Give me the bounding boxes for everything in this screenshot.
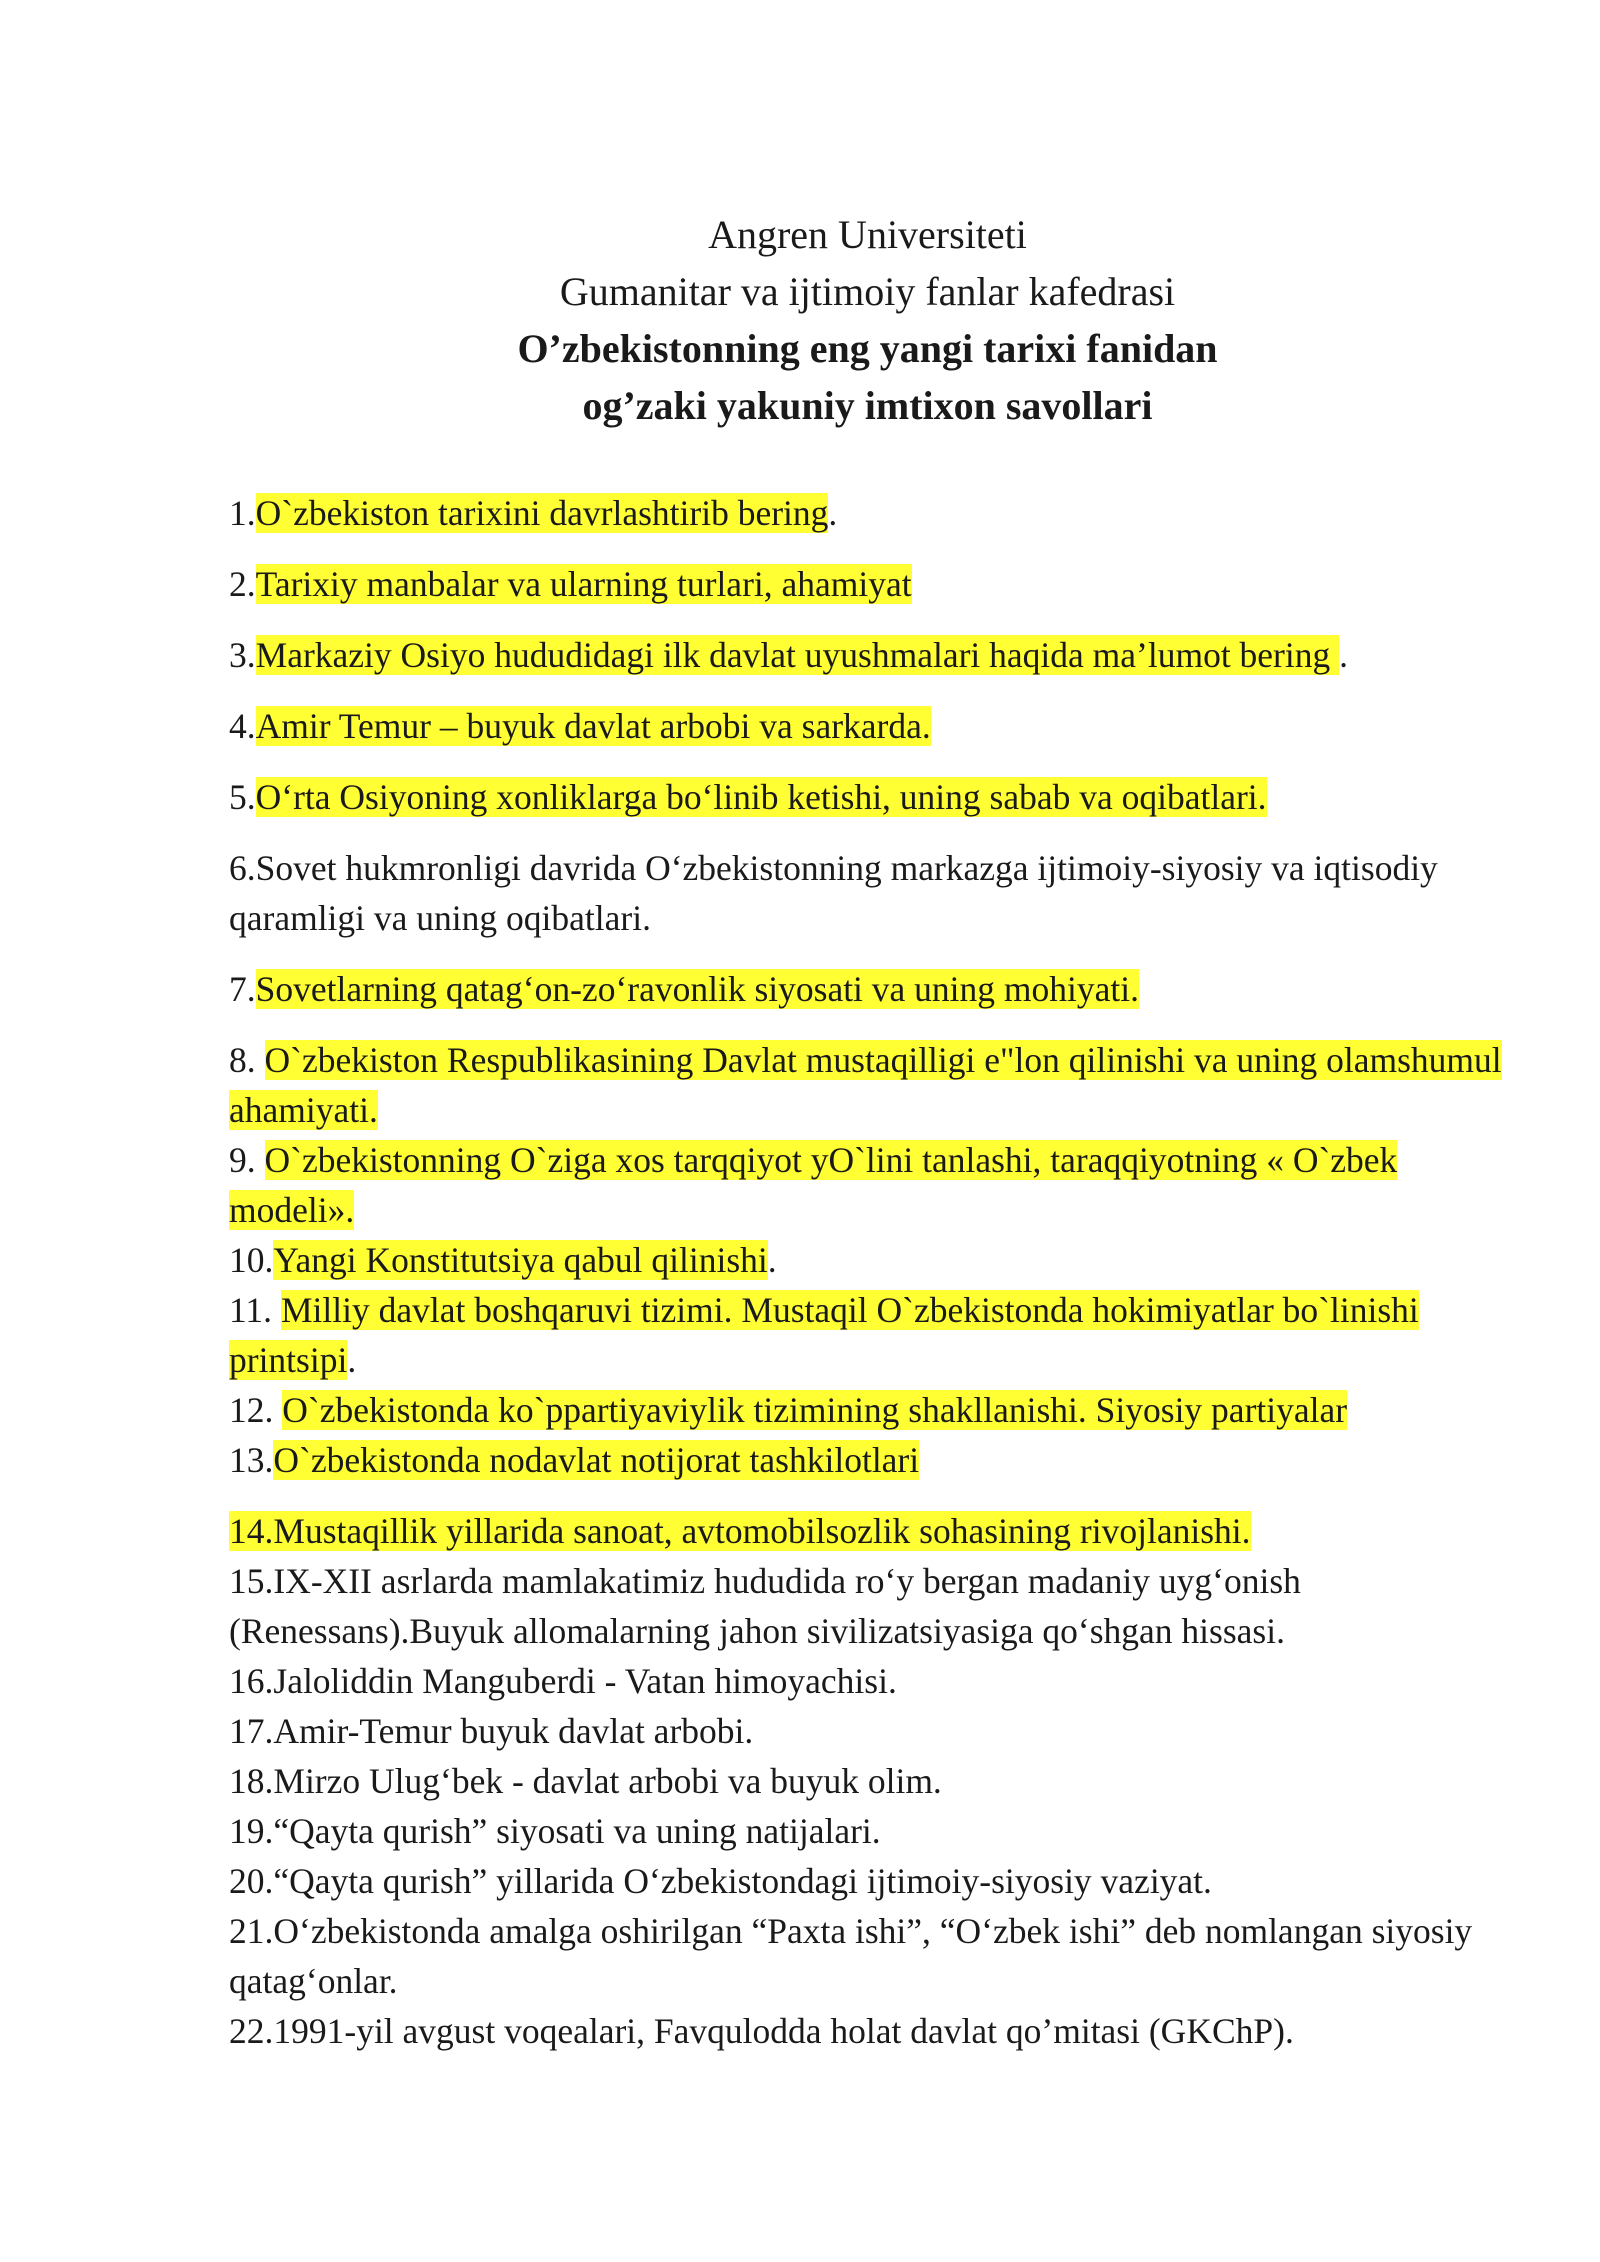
question-number: 9. bbox=[229, 1140, 265, 1180]
question-text: Amir-Temur buyuk davlat arbobi. bbox=[273, 1711, 754, 1751]
question-number: 7. bbox=[229, 969, 256, 1009]
question-highlighted-text: Sovetlarning qatag‘on-zo‘ravonlik siyosati va uning mohiyati. bbox=[255, 969, 1139, 1009]
question-number: 19. bbox=[229, 1811, 274, 1851]
question-item bbox=[229, 1706, 1529, 1756]
question-highlighted-text: O‘rta Osiyoning xonliklarga bo‘linib ketishi, uning sabab va oqibatlari. bbox=[255, 777, 1267, 817]
question-item bbox=[229, 1756, 1529, 1806]
university-name: Angren Universiteti bbox=[708, 212, 1027, 257]
question-text: “Qayta qurish” yillarida O‘zbekistondagi ijtimoiy-siyosiy vaziyat. bbox=[273, 1861, 1212, 1901]
document-header bbox=[0, 206, 1600, 434]
question-item bbox=[229, 1556, 1529, 1656]
question-number: 8. bbox=[229, 1040, 265, 1080]
question-highlighted-text: Markaziy Osiyo hududidagi ilk davlat uyushmalari haqida ma’lumot bering bbox=[255, 635, 1340, 675]
question-text: . bbox=[828, 493, 838, 533]
question-item bbox=[229, 1435, 1529, 1485]
question-text: . bbox=[347, 1340, 357, 1380]
question-number: 5. bbox=[229, 777, 256, 817]
question-number: 15. bbox=[229, 1561, 274, 1601]
question-number: 1. bbox=[229, 493, 256, 533]
question-highlighted-text: O`zbekistonning O`ziga xos tarqqiyot yO`lini tanlashi, taraqqiyotning « O`zbek modeli». bbox=[229, 1140, 1398, 1230]
question-item bbox=[229, 843, 1529, 943]
question-highlighted-text: O`zbekiston Respublikasining Davlat mustaqilligi e"lon qilinishi va uning olamshumul ahamiyati. bbox=[229, 1040, 1502, 1130]
question-number: 22. bbox=[229, 2011, 274, 2051]
question-list bbox=[229, 488, 1529, 2056]
question-item bbox=[229, 488, 1529, 538]
question-text: . bbox=[767, 1240, 777, 1280]
question-highlighted-text: O`zbekistonda ko`ppartiyaviylik tizimining shakllanishi. Siyosiy partiyalar bbox=[282, 1390, 1348, 1430]
question-item bbox=[229, 1285, 1529, 1385]
question-number: 20. bbox=[229, 1861, 274, 1901]
question-number: 10. bbox=[229, 1240, 274, 1280]
question-item bbox=[229, 1035, 1529, 1135]
question-text: Sovet hukmronligi davrida O‘zbekistonning markazga ijtimoiy-siyosiy va iqtisodiy qaramligi va uning oqibatlari. bbox=[229, 848, 1438, 938]
question-highlighted-text: Tarixiy manbalar va ularning turlari, ahamiyat bbox=[255, 564, 912, 604]
question-text: Mirzo Ulug‘bek - davlat arbobi va buyuk olim. bbox=[273, 1761, 942, 1801]
question-number: 17. bbox=[229, 1711, 274, 1751]
question-number: 3. bbox=[229, 635, 256, 675]
question-number: 21. bbox=[229, 1911, 274, 1951]
question-highlighted-text: Milliy davlat boshqaruvi tizimi. Mustaqil O`zbekistonda hokimiyatlar bo`linishi printsipi bbox=[229, 1290, 1419, 1380]
question-text: IX-XII asrlarda mamlakatimiz hududida ro‘y bergan madaniy uyg‘onish (Renessans).Buyuk allomalarning jahon sivilizatsiyasiga qo‘shgan hissasi. bbox=[229, 1561, 1301, 1651]
question-text: . bbox=[1339, 635, 1348, 675]
question-item bbox=[229, 1806, 1529, 1856]
question-number: 11. bbox=[229, 1290, 281, 1330]
question-highlighted-text: Amir Temur – buyuk davlat arbobi va sarkarda. bbox=[255, 706, 931, 746]
question-text: “Qayta qurish” siyosati va uning natijalari. bbox=[273, 1811, 881, 1851]
question-number: 6. bbox=[229, 848, 256, 888]
question-item bbox=[229, 1235, 1529, 1285]
question-item bbox=[229, 1506, 1529, 1556]
document-title-line-1: O’zbekistonning eng yangi tarixi fanidan bbox=[517, 326, 1218, 371]
question-number: 2. bbox=[229, 564, 256, 604]
question-number: 4. bbox=[229, 706, 256, 746]
question-item bbox=[229, 1385, 1529, 1435]
question-highlighted-text: O`zbekistonda nodavlat notijorat tashkilotlari bbox=[273, 1440, 920, 1480]
question-number: 12. bbox=[229, 1390, 283, 1430]
department-name: Gumanitar va ijtimoiy fanlar kafedrasi bbox=[559, 269, 1176, 314]
question-item bbox=[229, 964, 1529, 1014]
question-item bbox=[229, 1135, 1529, 1235]
question-item bbox=[229, 772, 1529, 822]
question-number: 13. bbox=[229, 1440, 274, 1480]
question-highlighted-text: O`zbekiston tarixini davrlashtirib bering bbox=[255, 493, 829, 533]
question-highlighted-text: 14.Mustaqillik yillarida sanoat, avtomobilsozlik sohasining rivojlanishi. bbox=[229, 1511, 1251, 1551]
question-highlighted-text: Yangi Konstitutsiya qabul qilinishi bbox=[273, 1240, 768, 1280]
question-item bbox=[229, 1906, 1529, 2006]
question-text: Jaloliddin Manguberdi - Vatan himoyachisi. bbox=[273, 1661, 897, 1701]
question-text: O‘zbekistonda amalga oshirilgan “Paxta ishi”, “O‘zbek ishi” deb nomlangan siyosiy qatag‘onlar. bbox=[229, 1911, 1473, 2001]
document-title-line-2: og’zaki yakuniy imtixon savollari bbox=[582, 383, 1153, 428]
question-number: 18. bbox=[229, 1761, 274, 1801]
question-item bbox=[229, 2006, 1529, 2056]
question-item bbox=[229, 1656, 1529, 1706]
question-item bbox=[229, 701, 1529, 751]
question-item bbox=[229, 559, 1529, 609]
question-text: 1991-yil avgust voqealari, Favqulodda holat davlat qo’mitasi (GKChP). bbox=[273, 2011, 1294, 2051]
question-number: 16. bbox=[229, 1661, 274, 1701]
question-item bbox=[229, 630, 1529, 680]
question-item bbox=[229, 1856, 1529, 1906]
